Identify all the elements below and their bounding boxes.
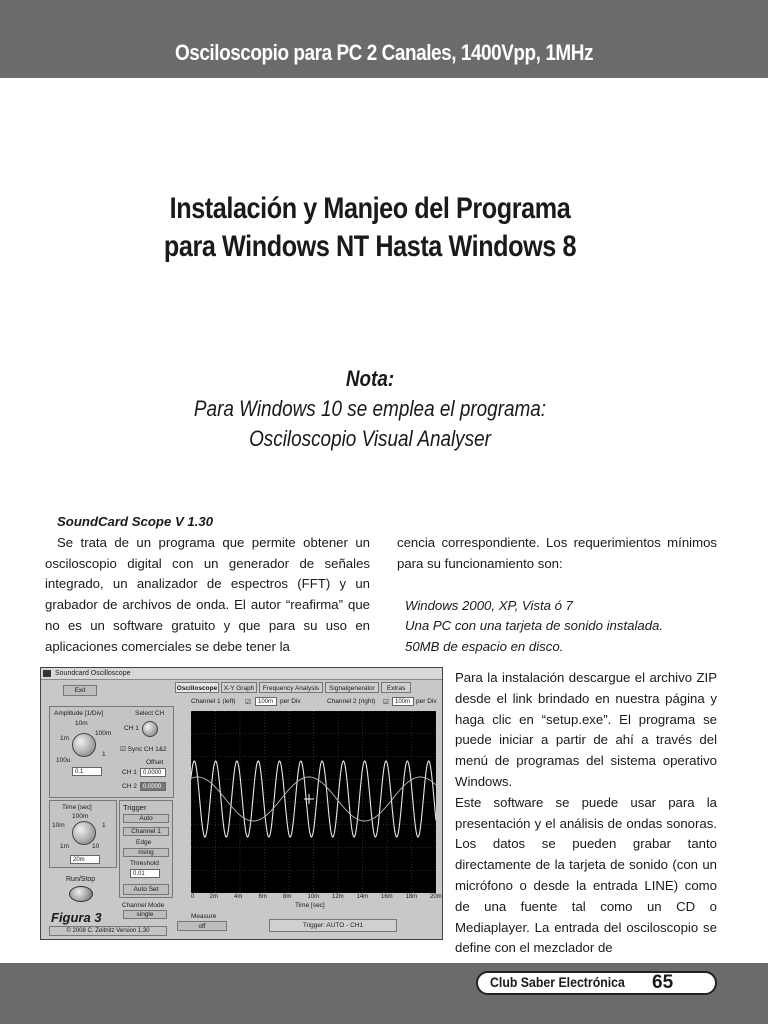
- requirement-item: 50MB de espacio en disco.: [405, 639, 564, 655]
- measure-label: Measure: [191, 913, 217, 920]
- trigger-channel-select[interactable]: Channel 1: [123, 827, 169, 836]
- knob-tick-label: 100u: [56, 757, 71, 764]
- per-div-label: per Div: [280, 698, 301, 705]
- run-stop-label: Run/Stop: [66, 876, 96, 883]
- channel1-label: Channel 1 (left): [191, 698, 236, 705]
- threshold-label: Threshold: [130, 860, 159, 867]
- main-title-line-2: para Windows NT Hasta Windows 8: [163, 230, 577, 263]
- knob-tick-label: 10: [92, 843, 100, 850]
- window-titlebar: [41, 668, 442, 680]
- section-heading: SoundCard Scope V 1.30: [57, 514, 214, 529]
- ch1-offset-label: CH 1: [122, 769, 137, 776]
- x-tick-label: 20m: [430, 894, 442, 900]
- amplitude-panel: [49, 706, 174, 798]
- knob-tick-label: 10m: [75, 720, 88, 727]
- tab-frequency-analysis[interactable]: Frequency Analysis: [259, 682, 323, 693]
- figure-label: Figura 3: [51, 910, 102, 925]
- main-title-line-1: Instalación y Manjeo del Programa: [169, 192, 571, 225]
- app-icon: [43, 670, 51, 677]
- note-line-1: Para Windows 10 se emplea el programa:: [193, 396, 547, 421]
- article-column-right-bottom: [455, 668, 717, 959]
- channel2-checkbox[interactable]: ☑: [383, 699, 389, 706]
- tab-signalgenerator[interactable]: Signalgenerator: [325, 682, 379, 693]
- header-title: Osciloscopio para PC 2 Canales, 1400Vpp, 1MHz: [174, 40, 594, 65]
- x-tick-label: 8m: [283, 894, 292, 900]
- header-bar: [0, 0, 768, 78]
- ch2-offset-label: CH 2: [122, 783, 137, 790]
- paragraph-installation: Para la instalación descargue el archivo ZIP desde el link brindado en nuestra página y haga clic en “setup.exe”. El programa se puede iniciar a partir de ahí a través del menú de programas del sistema operativo Windows.: [455, 670, 717, 789]
- copyright-label: © 2008 C. Zeitnitz Version 1.30: [49, 926, 167, 936]
- time-panel: [49, 800, 117, 868]
- amplitude-knob[interactable]: [72, 733, 96, 757]
- auto-set-button[interactable]: Auto Set: [123, 884, 169, 895]
- knob-tick-label: 1m: [60, 843, 70, 850]
- x-tick-label: 18m: [405, 894, 418, 900]
- trigger-status: Trigger: AUTO - CH1: [269, 919, 397, 932]
- oscilloscope-screenshot: [40, 667, 443, 940]
- threshold-field[interactable]: 0.01: [130, 869, 160, 878]
- channel-settings-bar: [177, 696, 439, 708]
- paragraph-usage: Este software se puede usar para la presentación y el análisis de ondas sonoras. Los datos se pueden grabar tanto directamente de la tarjeta de sonido (con un micrófono o desde la entrada LINE) como de una fuente tal como un CD o Mediaplayer. La entrada del osciloscopio se define con el mezclador de: [455, 794, 717, 956]
- ch1-offset-field[interactable]: 0.0000: [140, 768, 166, 777]
- sync-label: Sync CH 1&2: [127, 746, 167, 753]
- knob-tick-label: 1m: [60, 735, 70, 742]
- select-ch-label: Select CH: [135, 710, 165, 717]
- tab-xy-graph[interactable]: X-Y Graph: [221, 682, 257, 693]
- channel-mode-select[interactable]: single: [123, 910, 167, 919]
- x-tick-label: 16m: [381, 894, 393, 900]
- article-column-right-top: [397, 533, 717, 658]
- channel-select-knob[interactable]: [142, 721, 158, 737]
- x-tick-label: 10m: [307, 894, 320, 900]
- knob-tick-label: 1: [102, 822, 106, 829]
- article-column-left: [45, 512, 370, 658]
- tab-extras[interactable]: Extras: [381, 682, 411, 693]
- x-tick-label: 2m: [209, 894, 218, 900]
- requirement-item: Una PC con una tarjeta de sonido instalada.: [405, 618, 664, 634]
- channel1-div-field[interactable]: 100m: [255, 697, 277, 706]
- paragraph-continued: cencia correspondiente. Los requerimientos mínimos para su funcionamiento son:: [397, 535, 717, 571]
- x-axis-label: Time [sec]: [295, 902, 325, 909]
- x-tick-label: 6m: [258, 894, 267, 900]
- requirement-item: Windows 2000, XP, Vista ó 7: [405, 597, 574, 613]
- window-title: Soundcard Oscilloscope: [55, 670, 131, 677]
- amplitude-value-field[interactable]: 0.1: [72, 767, 102, 776]
- time-value-field[interactable]: 20m: [70, 855, 100, 864]
- note-line-2: Osciloscopio Visual Analyser: [249, 426, 491, 451]
- exit-button[interactable]: Exit: [63, 685, 97, 696]
- trigger-label: Trigger: [123, 803, 147, 812]
- note-box: [138, 364, 602, 454]
- main-title: [135, 190, 605, 266]
- ch2-offset-field[interactable]: 0.0000: [140, 782, 166, 791]
- page-number: 65: [652, 972, 674, 993]
- trigger-mode-select[interactable]: Auto: [123, 814, 169, 823]
- edge-label: Edge: [136, 839, 152, 846]
- x-tick-label: 12m: [332, 894, 344, 900]
- time-knob[interactable]: [72, 821, 96, 845]
- channel1-checkbox[interactable]: ☑: [245, 699, 251, 706]
- time-label: Time [sec]: [62, 804, 92, 811]
- knob-tick-label: 10m: [52, 822, 65, 829]
- per-div-label-2: per Div: [416, 698, 437, 705]
- offset-label: Offset: [146, 759, 164, 766]
- tab-oscilloscope[interactable]: Oscilloscope: [175, 682, 219, 693]
- oscilloscope-display[interactable]: [191, 711, 436, 893]
- trigger-panel: [119, 800, 173, 898]
- footer-brand: Club Saber Electrónica: [490, 974, 625, 990]
- channel2-label: Channel 2 (right): [327, 698, 376, 705]
- knob-tick-label: 1: [102, 751, 106, 758]
- amplitude-label: Amplitude [1/Div]: [54, 710, 104, 717]
- x-tick-label: 0: [191, 894, 195, 900]
- paragraph-intro: Se trata de un programa que permite obtener un osciloscopio digital con un generador de señales integrado, un analizador de espectros (FFT) y un grabador de archivos de onda. El autor “reafirma” que no es un software gratuito y que para su uso en aplicaciones comerciales se debe tener la: [45, 534, 370, 654]
- channel2-div-field[interactable]: 100m: [392, 697, 414, 706]
- edge-select[interactable]: rising: [123, 848, 169, 857]
- x-tick-label: 14m: [356, 894, 369, 900]
- measure-select[interactable]: off: [177, 921, 227, 931]
- run-stop-button[interactable]: [69, 886, 93, 902]
- ch1-select-label: CH 1: [124, 725, 139, 732]
- channel-mode-label: Channel Mode: [122, 902, 165, 909]
- note-title: Nota:: [345, 366, 395, 391]
- sync-checkbox-label[interactable]: ☑ Sync CH 1&2: [120, 746, 167, 753]
- knob-tick-label: 100m: [72, 813, 89, 820]
- x-tick-label: 4m: [234, 894, 243, 900]
- knob-tick-label: 100m: [95, 730, 112, 737]
